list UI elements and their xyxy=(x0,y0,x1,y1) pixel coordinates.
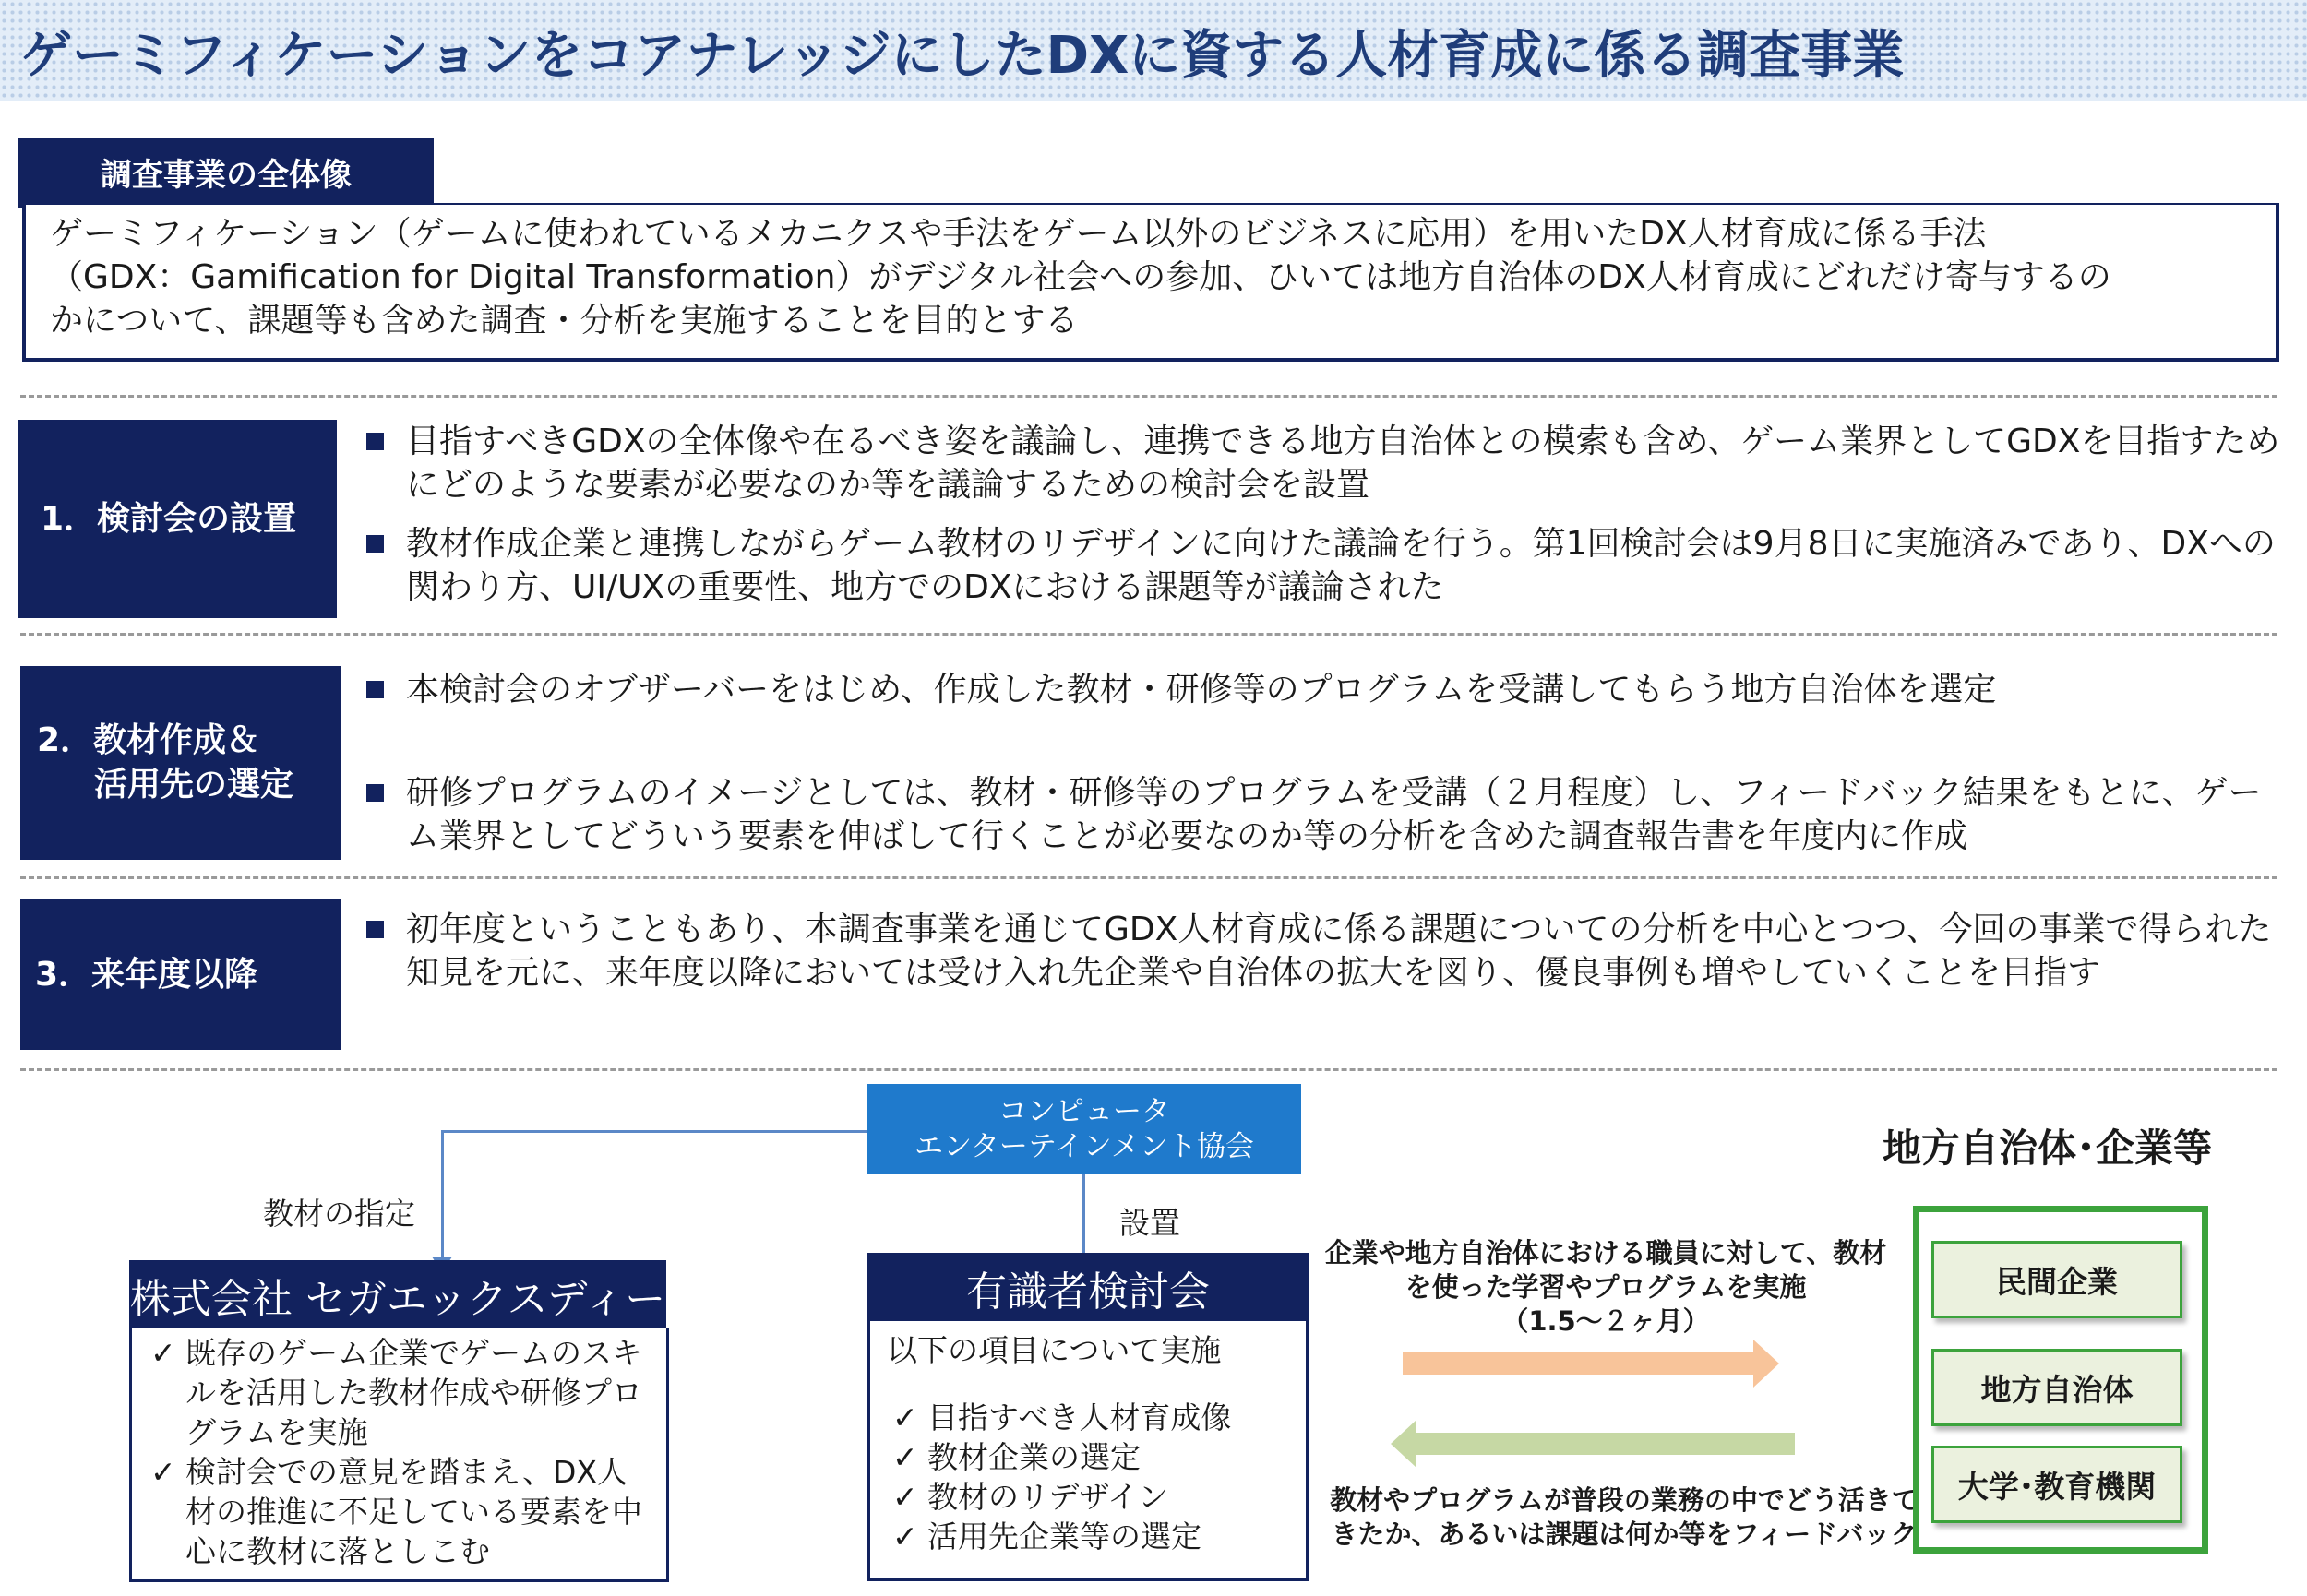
page-title: ゲーミフィケーションをコアナレッジにしたDXに資する人材育成に係る調査事業 xyxy=(20,26,1905,86)
section-2-label-line: 活用先の選定 xyxy=(94,766,294,804)
checkmark-icon: ✓ xyxy=(892,1399,918,1435)
check-item xyxy=(887,1437,1289,1477)
checkmark-icon: ✓ xyxy=(150,1454,176,1490)
bullet-text: 目指すべきGDXの全体像や在るべき姿を議論し、連携できる地方自治体との模索も含め、ゲーム業界としてGDXを目指すためにどのような要素が必要なのか等を議論するための検討会を設置 xyxy=(406,423,2280,504)
cesa-line: コンピュータ xyxy=(998,1095,1170,1128)
local-item: 地方自治体 xyxy=(1931,1349,2182,1426)
bullet-text: 初年度ということもあり、本調査事業を通じてGDX人材育成に係る課題についての分析を中心とつつ、今回の事業で得られた知見を元に、来年度以降においては受け入れ先企業や自治体の拡大を図り、優良事例も増やしていくことを目指す xyxy=(406,911,2272,992)
section-1-label-text: 1．検討会の設置 xyxy=(41,499,297,538)
bullet-item xyxy=(365,522,2284,609)
section-divider xyxy=(20,633,2277,636)
overview-line: かについて、課題等も含めた調査・分析を実施することを目的とする xyxy=(50,302,1079,339)
section-divider xyxy=(20,1068,2277,1071)
square-bullet-icon xyxy=(366,433,384,450)
checkmark-icon: ✓ xyxy=(892,1519,918,1554)
section-1-label xyxy=(18,420,337,618)
flow-right-line: を使った学習やプログラムを実施 xyxy=(1405,1271,1807,1303)
arrow-left-icon xyxy=(1389,1416,1795,1471)
section-1-bullets xyxy=(365,420,2284,609)
committee-title: 有識者検討会 xyxy=(867,1253,1309,1323)
check-text: 検討会での意見を踏まえ、DX人材の推進に不足している要素を中心に教材に落としこむ xyxy=(185,1454,642,1569)
arrow-right-icon xyxy=(1403,1336,1781,1391)
cesa-box xyxy=(867,1084,1301,1174)
committee-intro: 以下の項目について実施 xyxy=(887,1332,1222,1368)
section-2-label xyxy=(20,666,341,860)
local-item: 大学･教育機関 xyxy=(1931,1446,2182,1523)
right-link-label: 設置 xyxy=(1119,1205,1180,1241)
check-text: 教材のリデザイン xyxy=(927,1479,1169,1515)
left-link-label: 教材の指定 xyxy=(263,1196,415,1232)
cesa-line: エンターテインメント協会 xyxy=(914,1130,1254,1163)
square-bullet-icon xyxy=(366,921,384,938)
flow-right-line: （1.5～２ヶ月） xyxy=(1501,1305,1710,1337)
bullet-item xyxy=(365,668,2284,711)
flow-left-line: きたか、あるいは課題は何か等をフィードバック xyxy=(1331,1519,1918,1550)
checkmark-icon: ✓ xyxy=(892,1439,918,1475)
committee-body xyxy=(867,1321,1309,1581)
flow-right-line: 企業や地方自治体における職員に対して、教材 xyxy=(1324,1237,1887,1268)
square-bullet-icon xyxy=(366,681,384,698)
overview-label: 調査事業の全体像 xyxy=(18,138,434,205)
section-3-label xyxy=(20,899,341,1050)
bullet-item xyxy=(365,908,2284,995)
local-title: 地方自治体･企業等 xyxy=(1883,1126,2213,1171)
check-item xyxy=(145,1452,653,1571)
flow-left-text xyxy=(1329,1483,1919,1552)
overview-line: （GDX：Gamification for Digital Transformation）がデジタル社会への参加、ひいては地方自治体のDX人材育成にどれだけ寄与するの xyxy=(50,258,2111,296)
flow-right-text xyxy=(1320,1236,1892,1339)
check-item xyxy=(145,1333,653,1452)
connector-line xyxy=(1082,1174,1085,1257)
check-item xyxy=(887,1398,1289,1437)
local-item: 民間企業 xyxy=(1931,1241,2182,1318)
flow-left-line: 教材やプログラムが普段の業務の中でどう活きて xyxy=(1330,1484,1919,1516)
bullet-item xyxy=(365,771,2284,858)
check-text: 活用先企業等の選定 xyxy=(927,1519,1201,1554)
square-bullet-icon xyxy=(366,784,384,802)
section-divider xyxy=(20,876,2277,879)
connector-line xyxy=(441,1130,867,1133)
check-text: 教材企業の選定 xyxy=(927,1439,1141,1475)
bullet-item xyxy=(365,420,2284,506)
title-bar xyxy=(0,0,2307,101)
checkmark-icon: ✓ xyxy=(892,1479,918,1515)
bullet-text: 教材作成企業と連携しながらゲーム教材のリデザインに向けた議論を行う。第1回検討会は9月8日に実施済みであり、DXへの関わり方、UI/UXの重要性、地方でのDXにおける課題等が議論された xyxy=(406,525,2276,606)
checkmark-icon: ✓ xyxy=(150,1335,176,1371)
section-2-bullets xyxy=(365,668,2284,858)
sega-body xyxy=(129,1328,669,1582)
section-2-label-line: 2．教材作成＆ xyxy=(37,721,260,759)
overview-line: ゲーミフィケーション（ゲームに使われているメカニクスや手法をゲーム以外のビジネスに応用）を用いたDX人材育成に係る手法 xyxy=(50,215,1987,253)
section-divider xyxy=(20,395,2277,398)
check-item xyxy=(887,1477,1289,1517)
sega-title: 株式会社 セガエックスディー xyxy=(129,1260,666,1330)
section-3-bullets xyxy=(365,908,2284,995)
bullet-text: 本検討会のオブザーバーをはじめ、作成した教材・研修等のプログラムを受講してもらう地方自治体を選定 xyxy=(406,671,1997,709)
square-bullet-icon xyxy=(366,535,384,553)
overview-box xyxy=(22,205,2279,362)
check-text: 目指すべき人材育成像 xyxy=(927,1399,1232,1435)
connector-line xyxy=(441,1130,444,1259)
bullet-text: 研修プログラムのイメージとしては、教材・研修等のプログラムを受講（２月程度）し、フィードバック結果をもとに、ゲーム業界としてどういう要素を伸ばして行くことが必要なのか等の分析を含めた調査報告書を年度内に作成 xyxy=(406,774,2262,855)
section-3-label-text: 3．来年度以降 xyxy=(35,955,258,994)
check-item xyxy=(887,1517,1289,1556)
check-text: 既存のゲーム企業でゲームのスキルを活用した教材作成や研修プログラムを実施 xyxy=(185,1335,642,1450)
